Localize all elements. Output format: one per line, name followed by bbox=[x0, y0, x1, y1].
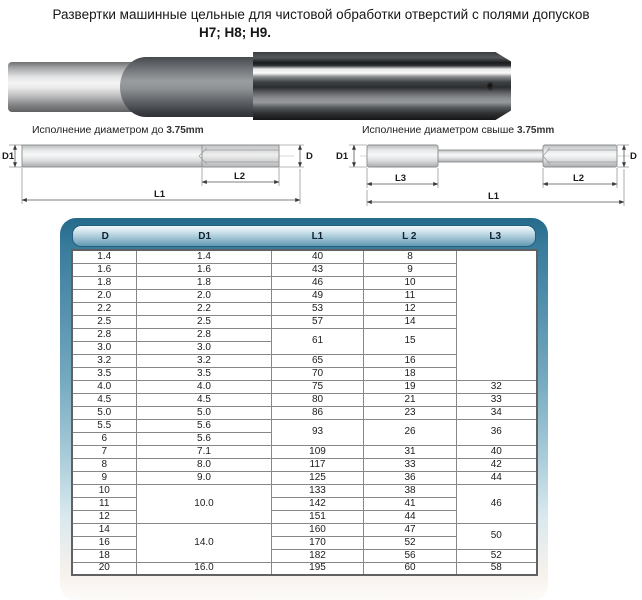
table-cell: 44 bbox=[457, 471, 537, 484]
label-d1: D1 bbox=[336, 151, 349, 162]
table-cell: 9 bbox=[72, 471, 137, 484]
table-cell: 1.8 bbox=[72, 276, 137, 289]
reamer-flutes bbox=[253, 52, 511, 120]
table-cell: 60 bbox=[364, 562, 457, 575]
table-body bbox=[72, 250, 537, 575]
table-cell: 8 bbox=[72, 458, 137, 471]
table-row bbox=[72, 419, 537, 432]
title-line1: Развертки машинные цельные для чистовой обработки отверстий с полями допусков bbox=[52, 7, 590, 22]
table-cell: 125 bbox=[272, 471, 364, 484]
table-cell: 4.0 bbox=[137, 380, 272, 393]
table-cell: 65 bbox=[272, 354, 364, 367]
table-cell: 93 bbox=[272, 419, 364, 445]
table-cell bbox=[457, 250, 537, 380]
table-cell: 53 bbox=[272, 302, 364, 315]
table-cell: 7 bbox=[72, 445, 137, 458]
table-cell: 4.5 bbox=[137, 393, 272, 406]
table-cell: 12 bbox=[72, 510, 137, 523]
table-cell: 52 bbox=[457, 549, 537, 562]
table-cell: 3.5 bbox=[137, 367, 272, 380]
table-cell: 117 bbox=[272, 458, 364, 471]
reamer-body bbox=[120, 57, 268, 117]
label-d1: D1 bbox=[2, 151, 15, 162]
table-cell: 6 bbox=[72, 432, 137, 445]
table-cell: 2.5 bbox=[72, 315, 137, 328]
table-cell: 11 bbox=[364, 289, 457, 302]
table-cell: 2.0 bbox=[72, 289, 137, 302]
table-cell: 2.2 bbox=[137, 302, 272, 315]
caption-right bbox=[362, 124, 554, 136]
table-cell: 18 bbox=[364, 367, 457, 380]
reamer-photo bbox=[8, 52, 508, 120]
table-cell: 10.0 bbox=[137, 484, 272, 523]
table-cell: 50 bbox=[457, 523, 537, 549]
table-cell: 43 bbox=[272, 263, 364, 276]
table-cell: 86 bbox=[272, 406, 364, 419]
table-cell: 36 bbox=[457, 419, 537, 445]
table-cell: 4.0 bbox=[72, 380, 137, 393]
table-cell: 75 bbox=[272, 380, 364, 393]
caption-left-size: 3.75mm bbox=[166, 125, 204, 136]
table-cell: 42 bbox=[457, 458, 537, 471]
table-cell: 32 bbox=[457, 380, 537, 393]
table-cell: 1.6 bbox=[72, 263, 137, 276]
table-cell: 2.8 bbox=[72, 328, 137, 341]
caption-left-text: Исполнение диаметром до bbox=[32, 124, 164, 136]
drawing-large-diameter bbox=[330, 136, 638, 214]
table-cell: 31 bbox=[364, 445, 457, 458]
table-row bbox=[72, 406, 537, 419]
table-cell: 1.8 bbox=[137, 276, 272, 289]
table-cell: 14 bbox=[72, 523, 137, 536]
table-cell: 8.0 bbox=[137, 458, 272, 471]
table-row bbox=[72, 458, 537, 471]
table-row bbox=[72, 380, 537, 393]
table-cell: 80 bbox=[272, 393, 364, 406]
table-cell: 18 bbox=[72, 549, 137, 562]
part-outline bbox=[360, 145, 630, 167]
table-cell: 12 bbox=[364, 302, 457, 315]
table-cell: 16 bbox=[72, 536, 137, 549]
table-cell: 14.0 bbox=[137, 523, 272, 562]
table-cell: 182 bbox=[272, 549, 364, 562]
table-row bbox=[72, 393, 537, 406]
table-cell: 2.2 bbox=[72, 302, 137, 315]
table-cell: 40 bbox=[272, 250, 364, 263]
table-cell: 47 bbox=[364, 523, 457, 536]
label-l1: L1 bbox=[154, 189, 166, 200]
table-cell: 57 bbox=[272, 315, 364, 328]
table-cell: 26 bbox=[364, 419, 457, 445]
label-d: D bbox=[306, 151, 313, 162]
table-cell: 16.0 bbox=[137, 562, 272, 575]
table-cell: 5.5 bbox=[72, 419, 137, 432]
label-l1: L1 bbox=[488, 191, 500, 202]
caption-right-size: 3.75mm bbox=[517, 125, 555, 136]
table-cell: 3.2 bbox=[72, 354, 137, 367]
table-cell: 9 bbox=[364, 263, 457, 276]
dimension-table bbox=[71, 249, 538, 576]
table-cell: 61 bbox=[272, 328, 364, 354]
table-cell: 70 bbox=[272, 367, 364, 380]
table-cell: 3.0 bbox=[137, 341, 272, 354]
table-cell: 49 bbox=[272, 289, 364, 302]
table-cell: 7.1 bbox=[137, 445, 272, 458]
table-cell: 14 bbox=[364, 315, 457, 328]
col-header: D1 bbox=[198, 230, 212, 242]
col-header: L3 bbox=[489, 230, 502, 242]
table-cell: 195 bbox=[272, 562, 364, 575]
table-cell: 36 bbox=[364, 471, 457, 484]
table-cell: 3.2 bbox=[137, 354, 272, 367]
table-cell: 21 bbox=[364, 393, 457, 406]
label-l3: L3 bbox=[395, 173, 407, 184]
table-row bbox=[72, 250, 537, 263]
col-header: D bbox=[101, 230, 109, 242]
table-cell: 33 bbox=[457, 393, 537, 406]
table-cell: 10 bbox=[364, 276, 457, 289]
reamer-hole bbox=[487, 82, 494, 91]
table-cell: 151 bbox=[272, 510, 364, 523]
table-cell: 19 bbox=[364, 380, 457, 393]
page-title bbox=[0, 6, 642, 42]
caption-right-text: Исполнение диаметром свыше bbox=[362, 124, 515, 136]
table-cell: 133 bbox=[272, 484, 364, 497]
table-cell: 16 bbox=[364, 354, 457, 367]
table-cell: 10 bbox=[72, 484, 137, 497]
table-cell: 34 bbox=[457, 406, 537, 419]
table-cell: 3.0 bbox=[72, 341, 137, 354]
table-cell: 11 bbox=[72, 497, 137, 510]
table-cell: 9.0 bbox=[137, 471, 272, 484]
table-cell: 58 bbox=[457, 562, 537, 575]
table-cell: 3.5 bbox=[72, 367, 137, 380]
table-cell: 4.5 bbox=[72, 393, 137, 406]
drawing-small-diameter bbox=[2, 136, 314, 214]
table-header-row bbox=[72, 225, 536, 247]
table-cell: 5.6 bbox=[137, 419, 272, 432]
table-cell: 41 bbox=[364, 497, 457, 510]
table-cell: 2.8 bbox=[137, 328, 272, 341]
col-header: L1 bbox=[311, 230, 324, 242]
caption-left bbox=[32, 124, 204, 136]
table-cell: 33 bbox=[364, 458, 457, 471]
table-cell: 8 bbox=[364, 250, 457, 263]
table-cell: 2.0 bbox=[137, 289, 272, 302]
table-cell: 46 bbox=[457, 484, 537, 523]
label-l2: L2 bbox=[234, 171, 246, 182]
table-cell: 5.6 bbox=[137, 432, 272, 445]
table-row bbox=[72, 484, 537, 497]
table-row bbox=[72, 562, 537, 575]
table-cell: 20 bbox=[72, 562, 137, 575]
table-cell: 15 bbox=[364, 328, 457, 354]
table-cell: 5.0 bbox=[72, 406, 137, 419]
table-row bbox=[72, 523, 537, 536]
table-cell: 5.0 bbox=[137, 406, 272, 419]
dimension-table-container bbox=[60, 218, 548, 600]
table-cell: 2.5 bbox=[137, 315, 272, 328]
table-cell: 52 bbox=[364, 536, 457, 549]
table-cell: 160 bbox=[272, 523, 364, 536]
table-cell: 56 bbox=[364, 549, 457, 562]
table-cell: 109 bbox=[272, 445, 364, 458]
label-d: D bbox=[630, 151, 637, 162]
table-cell: 46 bbox=[272, 276, 364, 289]
table-cell: 1.6 bbox=[137, 263, 272, 276]
table-cell: 38 bbox=[364, 484, 457, 497]
table-row bbox=[72, 445, 537, 458]
table-cell: 23 bbox=[364, 406, 457, 419]
table-cell: 40 bbox=[457, 445, 537, 458]
table-cell: 1.4 bbox=[137, 250, 272, 263]
table-row bbox=[72, 471, 537, 484]
title-tolerances: H7; H8; H9. bbox=[198, 25, 271, 40]
label-l2: L2 bbox=[573, 173, 585, 184]
table-cell: 170 bbox=[272, 536, 364, 549]
table-cell: 1.4 bbox=[72, 250, 137, 263]
part-outline bbox=[22, 145, 294, 167]
col-header: L 2 bbox=[402, 230, 417, 242]
table-cell: 142 bbox=[272, 497, 364, 510]
table-cell: 44 bbox=[364, 510, 457, 523]
